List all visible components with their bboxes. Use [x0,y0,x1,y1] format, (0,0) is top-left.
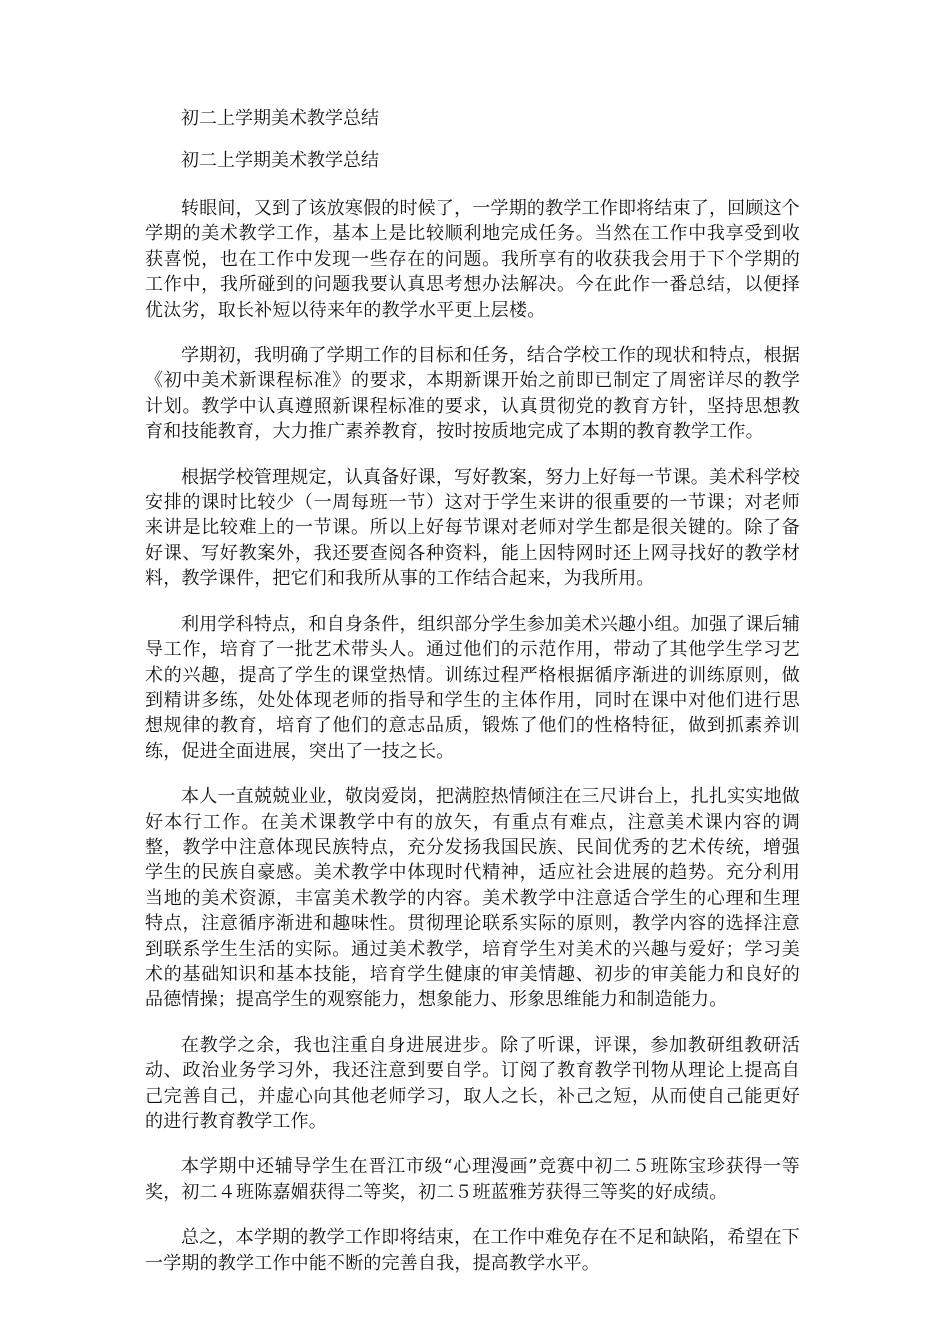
paragraph: 总之，本学期的教学工作即将结束，在工作中难免存在不足和缺陷，希望在下一学期的教学工作中能不断的完善自我，提高教学水平。 [145,1227,800,1274]
paragraph: 本人一直兢兢业业，敬岗爱岗，把满腔热情倾注在三尺讲台上，扎扎实实地做好本行工作。在美术课教学中有的放矢，有重点有难点，注意美术课内容的调整，教学中注意体现民族特点，充分发扬我国民族、民间优秀的艺术传统，增强学生的民族自豪感。美术教学中体现时代精神，适应社会进展的趋势。充分利用当地的美术资源，丰富美术教学的内容。美术教学中注意适合学生的心理和生理特点，注意循序渐进和趣味性。贯彻理论联系实际的原则，教学内容的选择注意到联系学生生活的实际。通过美术教学，培育学生对美术的兴趣与爱好；学习美术的基础知识和基本技能，培育学生健康的审美情趣、初步的审美能力和良好的品德情操；提高学生的观察能力，想象能力、形象思维能力和制造能力。 [145,786,800,1011]
paragraph: 根据学校管理规定，认真备好课，写好教案，努力上好每一节课。美术科学校安排的课时比较少（一周每班一节）这对于学生来讲的很重要的一节课；对老师来讲是比较难上的一节课。所以上好每节课对老师对学生都是很关键的。除了备好课、写好教案外，我还要查阅各种资料，能上因特网时还上网寻找好的教学材料，教学课件，把它们和我所从事的工作结合起来，为我所用。 [145,466,800,590]
paragraph: 学期初，我明确了学期工作的目标和任务，结合学校工作的现状和特点，根据《初中美术新课程标准》的要求，本期新课开始之前即已制定了周密详尽的教学计划。教学中认真遵照新课程标准的要求，认真贯彻党的教育方针，坚持思想教育和技能教育，大力推广素养教育，按时按质地完成了本期的教育教学工作。 [145,345,800,443]
document-page [145,106,800,1276]
paragraph: 本学期中还辅导学生在晋江市级“心理漫画”竞赛中初二５班陈宝珍获得一等奖，初二４班陈嘉媚获得二等奖，初二５班蓝雅芳获得三等奖的好成绩。 [145,1156,800,1203]
paragraph: 利用学科特点，和自身条件，组织部分学生参加美术兴趣小组。加强了课后辅导工作，培育了一批艺术带头人。通过他们的示范作用，带动了其他学生学习艺术的兴趣，提高了学生的课堂热情。训练过程严格根据循序渐进的训练原则，做到精讲多练，处处体现老师的指导和学生的主体作用，同时在课中对他们进行思想规律的教育，培育了他们的意志品质，锻炼了他们的性格特征，做到抓素养训练，促进全面进展，突出了一技之长。 [145,613,800,762]
paragraph: 转眼间，又到了该放寒假的时候了，一学期的教学工作即将结束了，回顾这个学期的美术教学工作，基本上是比较顺利地完成任务。当然在工作中我享受到收获喜悦，也在工作中发现一些存在的问题。我所享有的收获我会用于下个学期的工作中，我所碰到的问题我要认真思考想办法解决。今在此作一番总结，以便择优汰劣，取长补短以待来年的教学水平更上层楼。 [145,198,800,321]
paragraph: 在教学之余，我也注重自身进展进步。除了听课，评课，参加教研组教研活动、政治业务学习外，我还注意到要自学。订阅了教育教学刊物从理论上提高自己完善自己，并虚心向其他老师学习，取人之长，补己之短，从而使自己能更好的进行教育教学工作。 [145,1034,800,1132]
document-title: 初二上学期美术教学总结 [181,108,379,129]
document-subtitle: 初二上学期美术教学总结 [181,150,379,171]
